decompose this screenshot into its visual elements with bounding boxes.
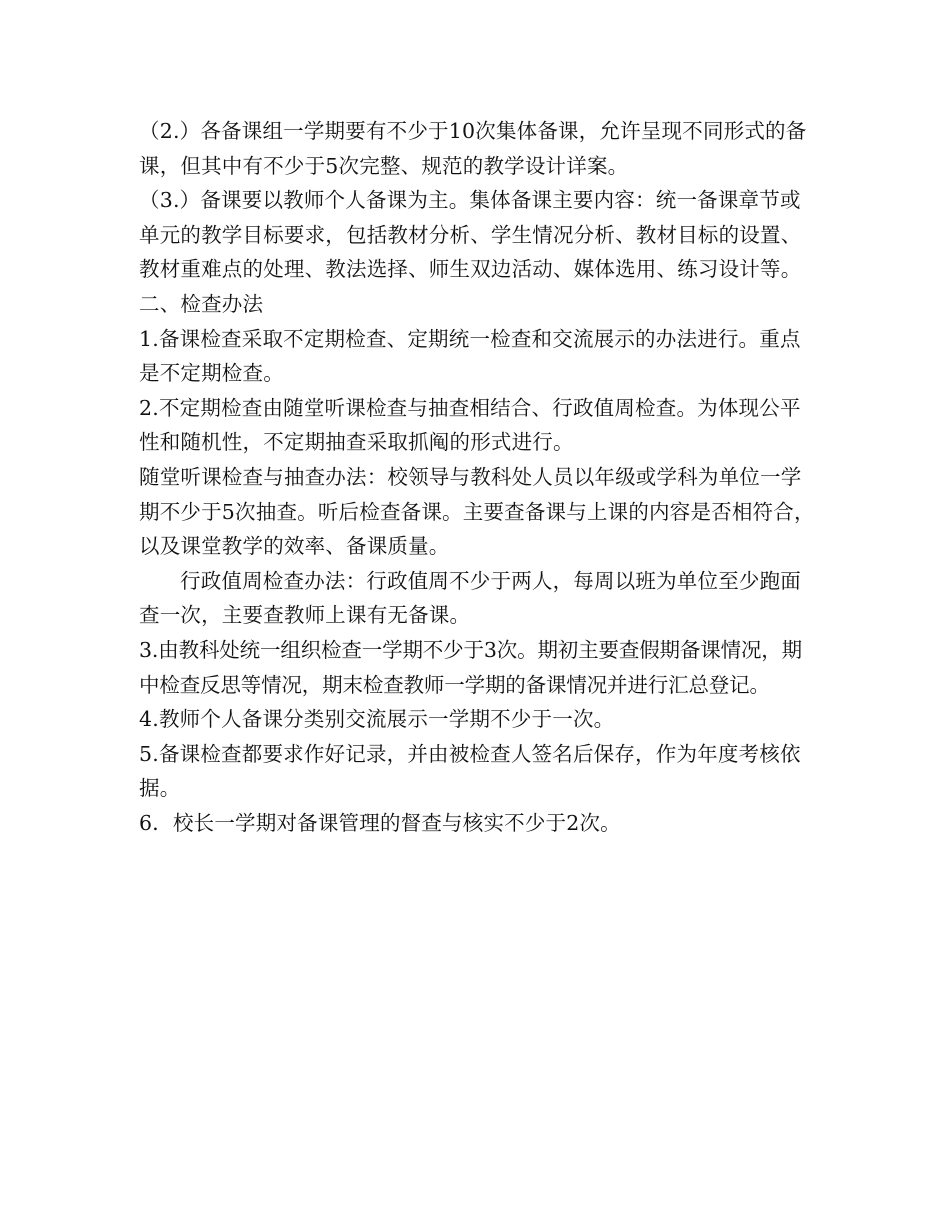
paragraph-inspection-item-3: 3.由教科处统一组织检查一学期不少于3次。期初主要查假期备课情况，期中检查反思等情况，期末检查教师一学期的备课情况并进行汇总登记。 — [139, 637, 803, 697]
paragraph-inspection-item-6: 6．校长一学期对备课管理的督查与核实不少于2次。 — [139, 810, 621, 835]
paragraph-individual-lesson-prep: （3.）备课要以教师个人备课为主。集体备课主要内容：统一备课章节或单元的教学目标要求，包括教材分析、学生情况分析、教材目标的设置、教材重难点的处理、教法选择、师生双边活动、媒体选用、练习设计等。 — [139, 188, 802, 282]
paragraph-random-class-inspection: 随堂听课检查与抽查办法：校领导与教科处人员以年级或学科为单位一学期不少于5次抽查。听后检查备课。主要查备课与上课的内容是否相符合，以及课堂教学的效率、备课质量。 — [139, 464, 815, 559]
section-heading-inspection-methods: 二、检查办法 — [139, 291, 264, 316]
document-body — [139, 114, 819, 840]
paragraph-inspection-item-5: 5.备课检查都要求作好记录，并由被检查人签名后保存，作为年度考核依据。 — [139, 741, 801, 801]
paragraph-inspection-item-2: 2.不定期检查由随堂听课检查与抽查相结合、行政值周检查。为体现公平性和随机性，不定期抽查采取抓阄的形式进行。 — [139, 395, 801, 455]
paragraph-inspection-item-4: 4.教师个人备课分类别交流展示一学期不少于一次。 — [139, 707, 615, 732]
paragraph-inspection-item-1: 1.备课检查采取不定期检查、定期统一检查和交流展示的办法进行。重点是不定期检查。 — [139, 326, 801, 386]
paragraph-collective-lesson-prep: （2.）各备课组一学期要有不少于10次集体备课，允许呈现不同形式的备课，但其中有不少于5次完整、规范的教学设计详案。 — [139, 119, 807, 178]
paragraph-weekly-admin-inspection: 行政值周检查办法：行政值周不少于两人，每周以班为单位至少跑面查一次，主要查教师上课有无备课。 — [139, 568, 801, 628]
